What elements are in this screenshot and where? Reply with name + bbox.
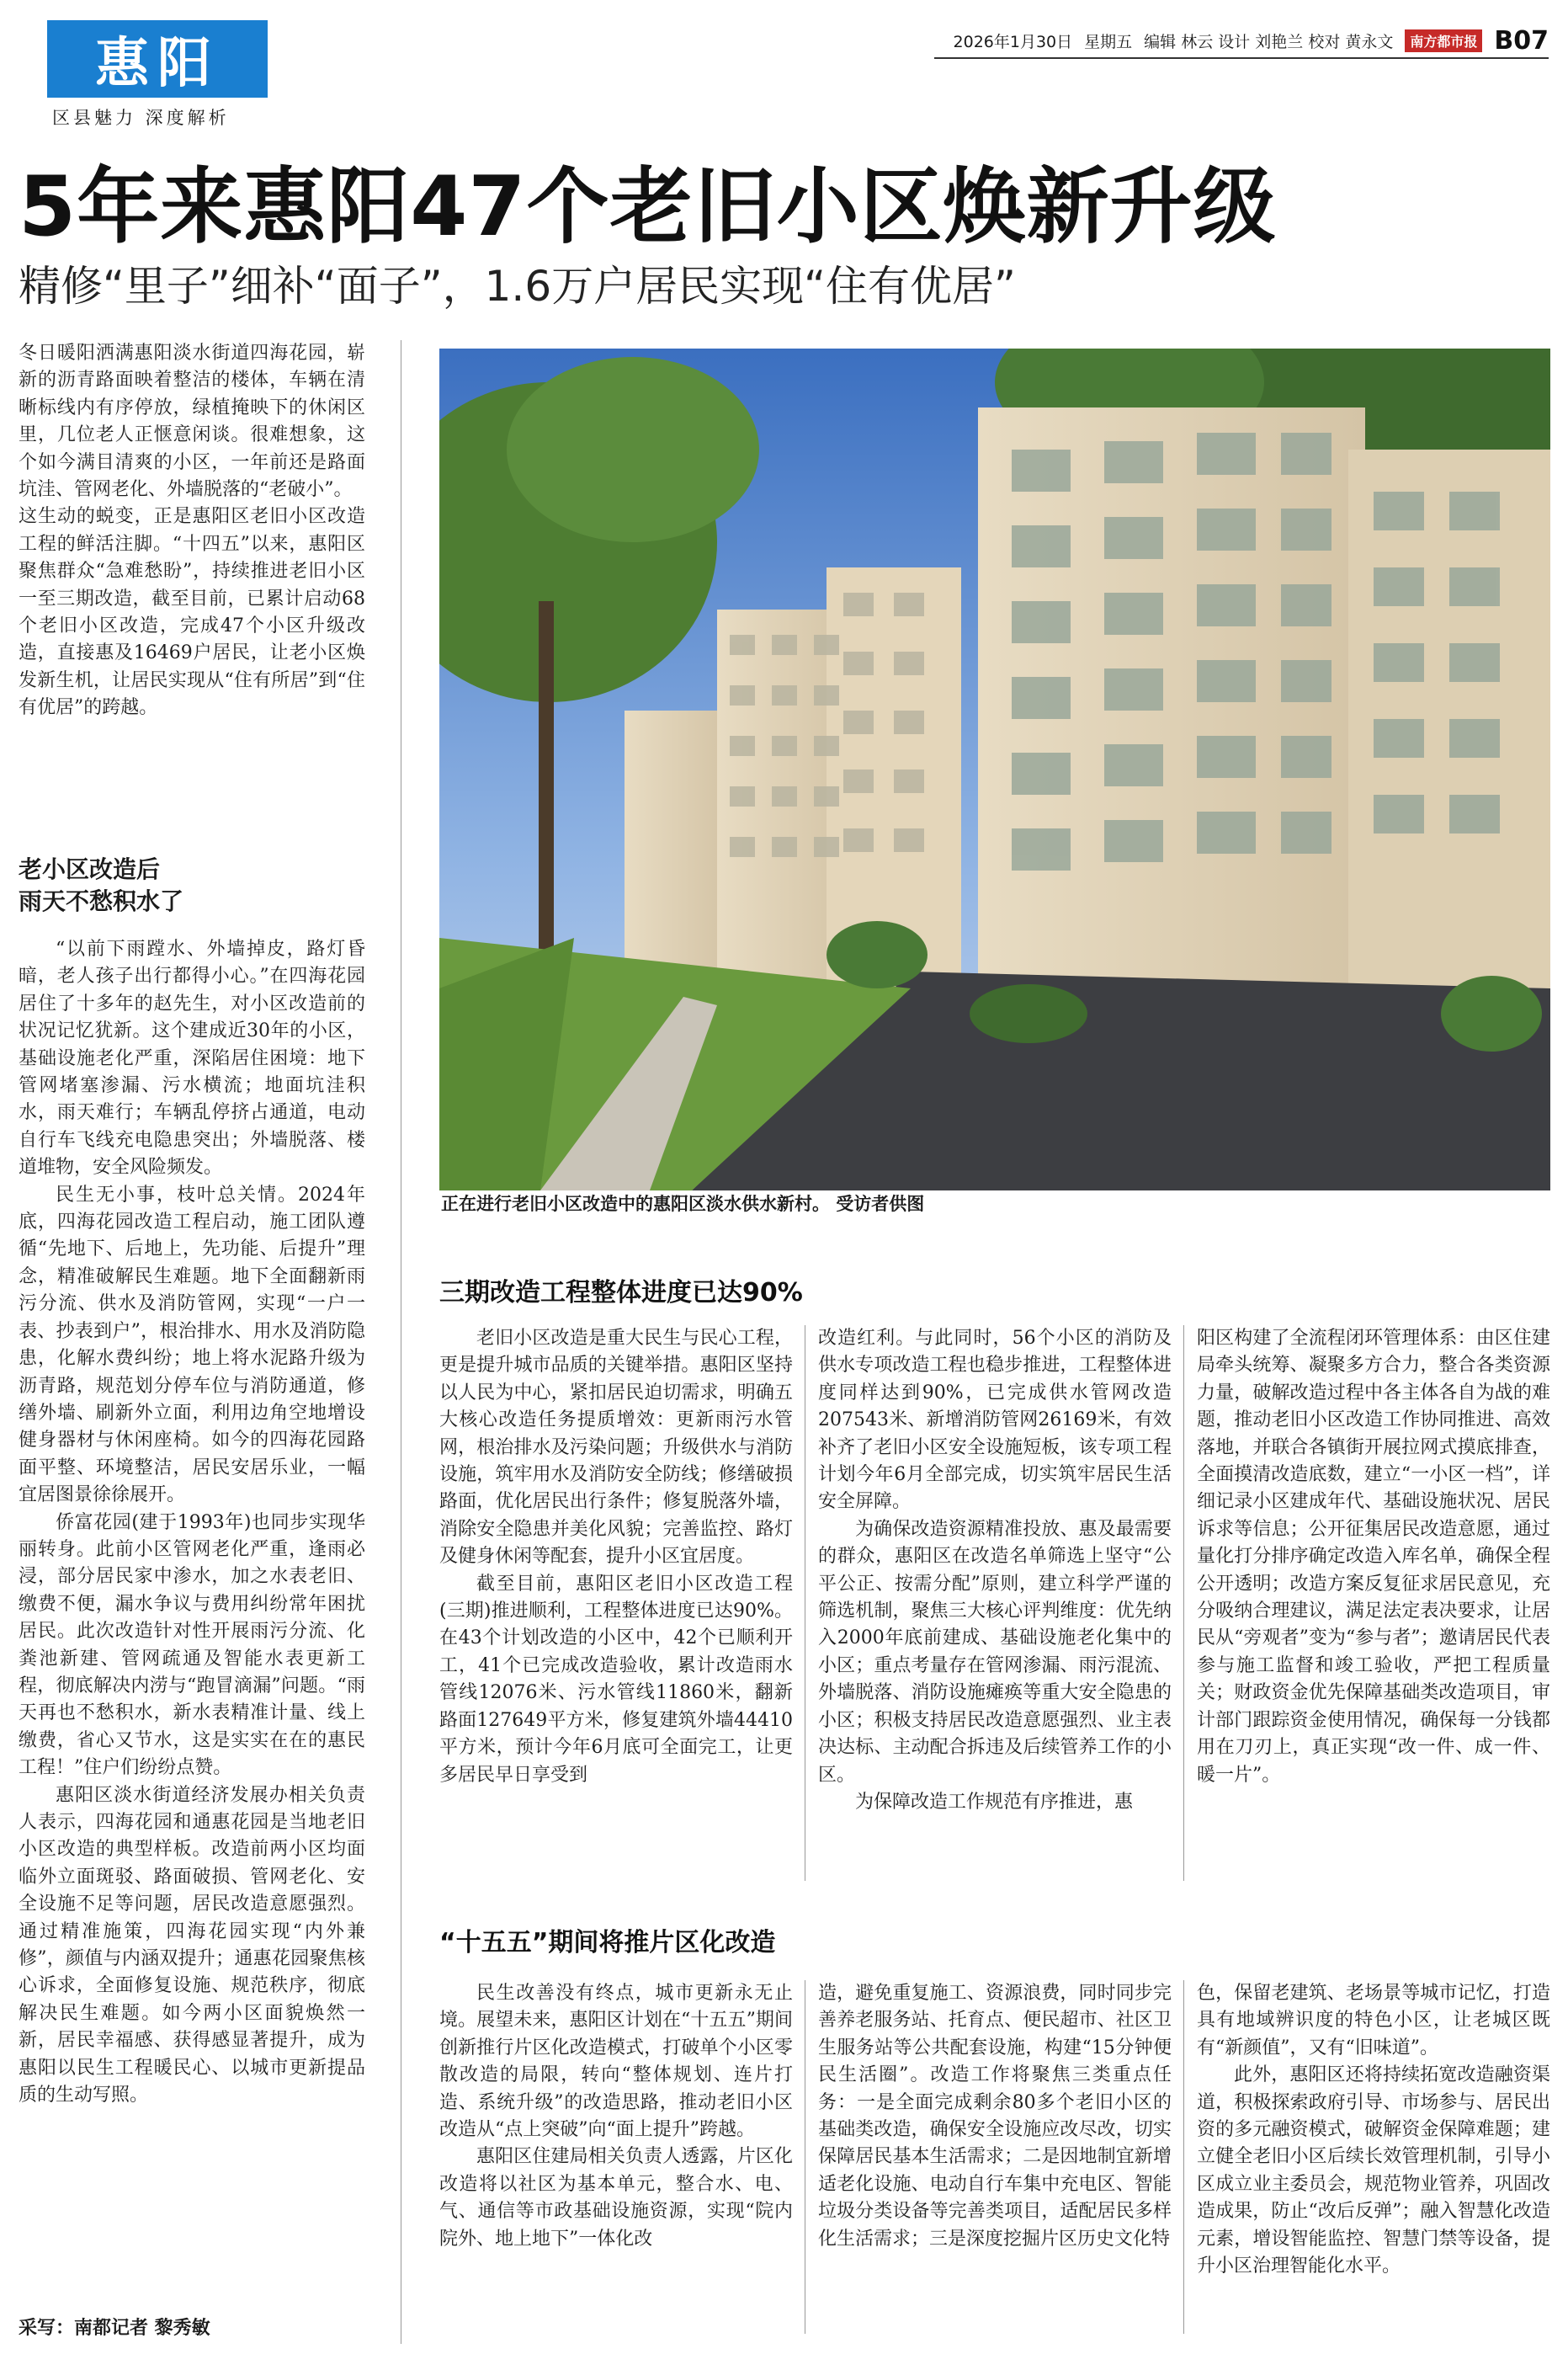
left-subtitle	[19, 854, 365, 918]
body-paragraph: 老旧小区改造是重大民生与民心工程，更是提升城市品质的关键举措。惠阳区坚持以人民为中心，紧扣居民迫切需求，明确五大核心改造任务提质增效：更新雨污水管网，根治排水及污染问题；升级供水与消防设施，筑牢用水及消防安全防线；修缮破损路面，优化居民出行条件；修复脱落外墙，消除安全隐患并美化风貌；完善监控、路灯及健身休闲等配套，提升小区宜居度。	[439, 1328, 793, 1568]
body-paragraph: 惠阳区住建局相关负责人透露，片区化改造将以社区为基本单元，整合水、电、气、通信等市政基础设施资源，实现“院内院外、地上地下”一体化改	[439, 2146, 793, 2250]
left-subtitle-line: 雨天不愁积水了	[19, 887, 184, 915]
body-paragraph: 造，避免重复施工、资源浪费，同时同步完善养老服务站、托育点、便民超市、社区卫生服务站等公共配套设施，构建“15分钟便民生活圈”。改造工作将聚焦三类重点任务：一是全面完成剩余80多个老旧小区的基础类改造，确保安全设施应改尽改，切实保障居民基本生活需求；二是因地制宜新增适老化设施、电动自行车集中充电区、智能垃圾分类设备等完善类项目，适配居民多样化生活需求；三是深度挖掘片区历史文化特	[818, 1983, 1172, 2250]
article-column	[818, 1980, 1172, 2253]
column-divider	[1183, 1325, 1184, 1881]
article-column	[439, 1980, 793, 2253]
page-number: B07	[1494, 25, 1549, 56]
lead-paragraph: 这生动的蜕变，正是惠阳区老旧小区改造工程的鲜活注脚。“十四五”以来，惠阳区聚焦群众“急难愁盼”，持续推进老旧小区一至三期改造，截至目前，已累计启动68个老旧小区改造，完成47个小区升级改造，直接惠及16469户居民，让老小区焕发新生机，让居民实现从“住有所居”到“住有优居”的跨越。	[19, 506, 365, 719]
newspaper-logo: 南方都市报	[1405, 29, 1482, 52]
staff-credits: 编辑 林云 设计 刘艳兰 校对 黄永文	[1144, 32, 1394, 51]
lead-paragraph: 冬日暖阳洒满惠阳淡水街道四海花园，崭新的沥青路面映着整洁的楼体，车辆在清晰标线内有序停放，绿植掩映下的休闲区里，几位老人正惬意闲谈。很难想象，这个如今满目清爽的小区，一年前还是路面坑洼、管网老化、外墙脱落的“老破小”。	[19, 343, 365, 501]
body-paragraph: 为保障改造工作规范有序推进，惠	[855, 1791, 1134, 1813]
body-paragraph: 阳区构建了全流程闭环管理体系：由区住建局牵头统筹、凝聚多方合力，整合各类资源力量，破解改造过程中各主体各自为战的难题，推动老旧小区改造工作协同推进、高效落地，并联合各镇街开展拉网式摸底排查，全面摸清改造底数，建立“一小区一档”，详细记录小区建成年代、基础设施状况、居民诉求等信息；公开征集居民改造意愿，通过量化打分排序确定改造入库名单，确保全程公开透明；改造方案反复征求居民意见，充分吸纳合理建议，满足法定表决要求，让居民从“旁观者”变为“参与者”；邀请居民代表参与施工监督和竣工验收，严把工程质量关；财政资金优先保障基础类改造项目，审计部门跟踪资金使用情况，确保每一分钱都用在刀刃上，真正实现“改一件、成一件、暖一片”。	[1197, 1328, 1550, 1786]
article-column	[818, 1325, 1172, 1816]
news-photo	[439, 349, 1550, 1190]
article-column	[439, 1325, 793, 1789]
issue-weekday: 星期五	[1084, 32, 1133, 51]
lead-text	[19, 340, 365, 722]
body-paragraph: 民生无小事，枝叶总关情。2024年底，四海花园改造工程启动，施工团队遵循“先地下、后地上，先功能、后提升”理念，精准破解民生难题。地下全面翻新雨污分流、供水及消防管网，实现“一户一表、抄表到户”，根治排水、用水及消防隐患，化解水费纠纷；地上将水泥路升级为沥青路，规范划分停车位与消防通道，修缮外墙、刷新外立面，利用边角空地增设健身器材与休闲座椅。如今的四海花园路面平整、环境整洁，居民安居乐业，一幅宜居图景徐徐展开。	[19, 1184, 365, 1506]
page-topline	[934, 27, 1549, 54]
photo-caption: 正在进行老旧小区改造中的惠阳区淡水供水新村。 受访者供图	[441, 1194, 925, 1214]
top-rule	[934, 57, 1549, 59]
section-tagline: 区县魅力 深度解析	[52, 108, 230, 128]
subheadline: 精修“里子”细补“面子”，1.6万户居民实现“住有优居”	[19, 262, 1016, 311]
body-paragraph: 惠阳区淡水街道经济发展办相关负责人表示，四海花园和通惠花园是当地老旧小区改造的典型样板。改造前两小区均面临外立面斑驳、路面破损、管网老化、安全设施不足等问题，居民改造意愿强烈。通过精准施策，四海花园实现“内外兼修”，颜值与内涵双提升；通惠花园聚焦核心诉求，全面修复设施、规范秩序，彻底解决民生难题。如今两小区面貌焕然一新，居民幸福感、获得感显著提升，成为惠阳以民生工程暖民心、以城市更新提品质的生动写照。	[19, 1784, 365, 2106]
body-paragraph: 改造红利。与此同时，56个小区的消防及供水专项改造工程也稳步推进，工程整体进度同样达到90%，已完成供水管网改造207543米、新增消防管网26169米，有效补齐了老旧小区安全设施短板，该专项工程计划今年6月全部完成，切实筑牢居民生活安全屏障。	[818, 1328, 1172, 1513]
body-paragraph: 侨富花园(建于1993年)也同步实现华丽转身。此前小区管网老化严重，逢雨必浸，部分居民家中渗水，加之水表老旧、缴费不便，漏水争议与费用纠纷常年困扰居民。此次改造针对性开展雨污分流、化粪池新建、管网疏通及智能水表更新工程，彻底解决内涝与“跑冒滴漏”问题。“雨天再也不愁积水，新水表精准计量、线上缴费，省心又节水，这是实实在在的惠民工程！”住户们纷纷点赞。	[19, 1511, 365, 1779]
body-paragraph: 为确保改造资源精准投放、惠及最需要的群众，惠阳区在改造名单筛选上坚守“公平公正、按需分配”原则，建立科学严谨的筛选机制，聚焦三大核心评判维度：优先纳入2000年底前建成、基础设施老化集中的小区；重点考量存在管网渗漏、雨污混流、外墙脱落、消防设施瘫痪等重大安全隐患的小区；积极支持居民改造意愿强烈、业主表决达标、主动配合拆违及后续管养工作的小区。	[818, 1518, 1172, 1786]
body-paragraph: “以前下雨蹚水、外墙掉皮，路灯昏暗，老人孩子出行都得小心。”在四海花园居住了十多年的赵先生，对小区改造前的状况记忆犹新。这个建成近30年的小区，基础设施老化严重，深陷居住困境：地下管网堵塞渗漏、污水横流；地面坑洼积水，雨天难行；车辆乱停挤占通道，电动自行车飞线充电隐患突出；外墙脱落、楼道堆物，安全风险频发。	[19, 939, 365, 1179]
section-heading: 三期改造工程整体进度已达90%	[439, 1278, 803, 1307]
body-paragraph: 此外，惠阳区还将持续拓宽改造融资渠道，积极探索政府引导、市场参与、居民出资的多元融资模式，破解资金保障难题；建立健全老旧小区后续长效管理机制，引导小区成立业主委员会，规范物业管养，巩固改造成果，防止“改后反弹”；融入智慧化改造元素，增设智能监控、智慧门禁等设备，提升小区治理智能化水平。	[1197, 2064, 1550, 2277]
byline: 采写：南都记者 黎秀敏	[19, 2318, 210, 2339]
headline: 5年来惠阳47个老旧小区焕新升级	[19, 159, 1277, 255]
left-column-body	[19, 936, 365, 2109]
article-column	[1197, 1325, 1550, 1789]
article-column	[1197, 1980, 1550, 2280]
body-paragraph: 截至目前，惠阳区老旧小区改造工程(三期)推进顺利，工程整体进度已达90%。在43个计划改造的小区中，42个已顺利开工，41个已完成改造验收，累计改造雨水管线12076米、污水管线11860米，翻新路面127649平方米，修复建筑外墙44410平方米，预计今年6月底可全面完工，让更多居民早日享受到	[439, 1573, 793, 1786]
body-paragraph: 色，保留老建筑、老场景等城市记忆，打造具有地域辨识度的特色小区，让老城区既有“新颜值”，又有“旧味道”。	[1197, 1983, 1550, 2058]
body-paragraph: 民生改善没有终点，城市更新永无止境。展望未来，惠阳区计划在“十五五”期间创新推行片区化改造模式，打破单个小区零散改造的局限，转向“整体规划、连片打造、系统升级”的改造思路，推动老旧小区改造从“点上突破”向“面上提升”跨越。	[439, 1983, 793, 2141]
left-subtitle-line: 老小区改造后	[19, 855, 161, 883]
section-heading: “十五五”期间将推片区化改造	[439, 1928, 776, 1957]
section-label: 惠阳	[95, 33, 220, 95]
column-divider	[1183, 1980, 1184, 2334]
issue-date: 2026年1月30日	[953, 32, 1073, 51]
